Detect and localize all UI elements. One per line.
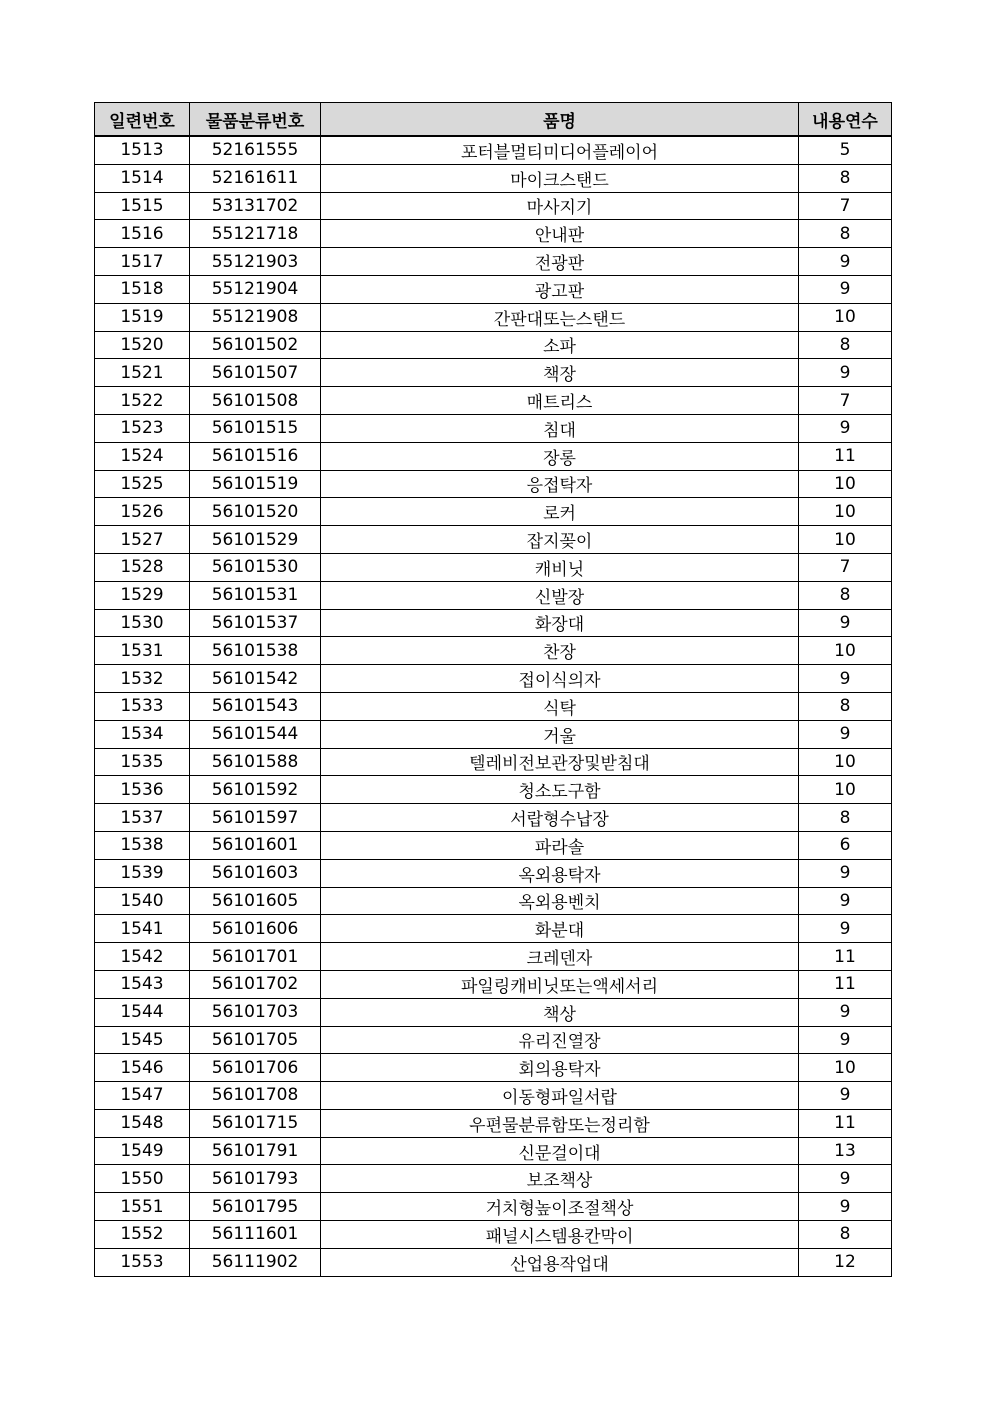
cell-item-classification-number: 56101515 [190, 414, 321, 442]
cell-item-name: 신문걸이대 [321, 1137, 799, 1165]
cell-serial-number: 1522 [95, 387, 190, 415]
cell-useful-life-years: 7 [799, 553, 892, 581]
cell-item-classification-number: 56101702 [190, 970, 321, 998]
cell-item-name: 식탁 [321, 692, 799, 720]
header-item-name: 품명 [321, 103, 799, 137]
table-row [95, 220, 892, 248]
cell-item-classification-number: 56101592 [190, 776, 321, 804]
cell-item-classification-number: 53131702 [190, 192, 321, 220]
cell-item-name: 화분대 [321, 915, 799, 943]
cell-serial-number: 1546 [95, 1054, 190, 1082]
cell-item-name: 청소도구함 [321, 776, 799, 804]
cell-useful-life-years: 11 [799, 442, 892, 470]
cell-item-name: 신발장 [321, 581, 799, 609]
cell-item-name: 서랍형수납장 [321, 804, 799, 832]
cell-item-classification-number: 56101603 [190, 859, 321, 887]
cell-useful-life-years: 10 [799, 303, 892, 331]
cell-useful-life-years: 10 [799, 1054, 892, 1082]
cell-serial-number: 1533 [95, 692, 190, 720]
cell-serial-number: 1515 [95, 192, 190, 220]
cell-item-name: 거울 [321, 720, 799, 748]
cell-serial-number: 1544 [95, 998, 190, 1026]
cell-useful-life-years: 10 [799, 498, 892, 526]
cell-useful-life-years: 8 [799, 804, 892, 832]
cell-item-classification-number: 56101597 [190, 804, 321, 832]
cell-serial-number: 1519 [95, 303, 190, 331]
cell-serial-number: 1534 [95, 720, 190, 748]
cell-useful-life-years: 7 [799, 387, 892, 415]
cell-item-classification-number: 56101537 [190, 609, 321, 637]
cell-useful-life-years: 9 [799, 359, 892, 387]
cell-serial-number: 1526 [95, 498, 190, 526]
cell-item-name: 파라솔 [321, 831, 799, 859]
cell-item-classification-number: 56111902 [190, 1248, 321, 1276]
cell-useful-life-years: 9 [799, 887, 892, 915]
cell-serial-number: 1545 [95, 1026, 190, 1054]
table-row [95, 1165, 892, 1193]
cell-serial-number: 1539 [95, 859, 190, 887]
cell-item-classification-number: 56101543 [190, 692, 321, 720]
cell-item-classification-number: 56101516 [190, 442, 321, 470]
cell-serial-number: 1518 [95, 275, 190, 303]
table-row [95, 1054, 892, 1082]
cell-serial-number: 1523 [95, 414, 190, 442]
table-row [95, 1193, 892, 1221]
table-row [95, 303, 892, 331]
cell-useful-life-years: 11 [799, 1109, 892, 1137]
cell-item-name: 책상 [321, 998, 799, 1026]
cell-item-name: 응접탁자 [321, 470, 799, 498]
table-row [95, 248, 892, 276]
cell-item-name: 크레덴자 [321, 943, 799, 971]
cell-serial-number: 1550 [95, 1165, 190, 1193]
cell-item-name: 잡지꽂이 [321, 526, 799, 554]
cell-serial-number: 1528 [95, 553, 190, 581]
cell-item-classification-number: 56101502 [190, 331, 321, 359]
cell-item-classification-number: 56101793 [190, 1165, 321, 1193]
cell-item-name: 책장 [321, 359, 799, 387]
cell-serial-number: 1535 [95, 748, 190, 776]
cell-useful-life-years: 8 [799, 331, 892, 359]
cell-item-classification-number: 56101520 [190, 498, 321, 526]
table-row [95, 1221, 892, 1249]
table-row [95, 1026, 892, 1054]
cell-serial-number: 1537 [95, 804, 190, 832]
cell-item-classification-number: 56101701 [190, 943, 321, 971]
cell-useful-life-years: 9 [799, 1165, 892, 1193]
cell-item-classification-number: 56111601 [190, 1221, 321, 1249]
cell-useful-life-years: 10 [799, 637, 892, 665]
cell-item-name: 마이크스탠드 [321, 164, 799, 192]
cell-item-name: 파일링캐비닛또는액세서리 [321, 970, 799, 998]
cell-item-name: 패널시스템용칸막이 [321, 1221, 799, 1249]
cell-useful-life-years: 7 [799, 192, 892, 220]
cell-item-classification-number: 52161611 [190, 164, 321, 192]
cell-useful-life-years: 8 [799, 164, 892, 192]
cell-useful-life-years: 11 [799, 943, 892, 971]
cell-item-classification-number: 55121903 [190, 248, 321, 276]
table-row [95, 498, 892, 526]
cell-useful-life-years: 5 [799, 136, 892, 164]
cell-item-name: 텔레비전보관장및받침대 [321, 748, 799, 776]
table-row [95, 915, 892, 943]
table-row [95, 1137, 892, 1165]
header-item-classification-number: 물품분류번호 [190, 103, 321, 137]
cell-useful-life-years: 9 [799, 665, 892, 693]
table-row [95, 414, 892, 442]
cell-item-classification-number: 56101715 [190, 1109, 321, 1137]
cell-item-classification-number: 56101606 [190, 915, 321, 943]
cell-serial-number: 1514 [95, 164, 190, 192]
cell-item-classification-number: 52161555 [190, 136, 321, 164]
table-row [95, 275, 892, 303]
cell-serial-number: 1520 [95, 331, 190, 359]
cell-useful-life-years: 9 [799, 248, 892, 276]
cell-useful-life-years: 11 [799, 970, 892, 998]
cell-serial-number: 1549 [95, 1137, 190, 1165]
table-row [95, 887, 892, 915]
cell-serial-number: 1552 [95, 1221, 190, 1249]
cell-item-name: 거치형높이조절책상 [321, 1193, 799, 1221]
table-row [95, 192, 892, 220]
cell-useful-life-years: 10 [799, 470, 892, 498]
cell-serial-number: 1530 [95, 609, 190, 637]
cell-item-name: 회의용탁자 [321, 1054, 799, 1082]
cell-item-name: 접이식의자 [321, 665, 799, 693]
table-row [95, 526, 892, 554]
cell-item-classification-number: 56101791 [190, 1137, 321, 1165]
table-row [95, 359, 892, 387]
table-row [95, 970, 892, 998]
cell-serial-number: 1548 [95, 1109, 190, 1137]
table-row [95, 1248, 892, 1276]
table-row [95, 637, 892, 665]
table-body [95, 136, 892, 1276]
cell-item-name: 장롱 [321, 442, 799, 470]
table-row [95, 692, 892, 720]
cell-item-name: 로커 [321, 498, 799, 526]
cell-serial-number: 1529 [95, 581, 190, 609]
cell-item-classification-number: 56101519 [190, 470, 321, 498]
cell-item-classification-number: 55121718 [190, 220, 321, 248]
cell-useful-life-years: 9 [799, 1026, 892, 1054]
cell-item-classification-number: 56101588 [190, 748, 321, 776]
cell-useful-life-years: 8 [799, 220, 892, 248]
cell-item-name: 매트리스 [321, 387, 799, 415]
table-row [95, 442, 892, 470]
cell-item-classification-number: 56101601 [190, 831, 321, 859]
table-row [95, 804, 892, 832]
cell-item-name: 유리진열장 [321, 1026, 799, 1054]
table-row [95, 665, 892, 693]
cell-item-name: 이동형파일서랍 [321, 1082, 799, 1110]
cell-useful-life-years: 12 [799, 1248, 892, 1276]
cell-item-name: 화장대 [321, 609, 799, 637]
table-row [95, 831, 892, 859]
cell-item-classification-number: 56101605 [190, 887, 321, 915]
header-useful-life-years: 내용연수 [799, 103, 892, 137]
cell-item-name: 우편물분류함또는정리함 [321, 1109, 799, 1137]
cell-serial-number: 1543 [95, 970, 190, 998]
cell-serial-number: 1547 [95, 1082, 190, 1110]
table-row [95, 387, 892, 415]
cell-useful-life-years: 10 [799, 776, 892, 804]
cell-useful-life-years: 9 [799, 859, 892, 887]
table-row [95, 331, 892, 359]
cell-serial-number: 1516 [95, 220, 190, 248]
cell-item-name: 옥외용탁자 [321, 859, 799, 887]
header-serial-number: 일련번호 [95, 103, 190, 137]
cell-item-classification-number: 56101529 [190, 526, 321, 554]
cell-item-classification-number: 56101538 [190, 637, 321, 665]
table-row [95, 1109, 892, 1137]
cell-serial-number: 1536 [95, 776, 190, 804]
table-row [95, 776, 892, 804]
cell-serial-number: 1513 [95, 136, 190, 164]
cell-useful-life-years: 10 [799, 526, 892, 554]
cell-useful-life-years: 10 [799, 748, 892, 776]
cell-item-name: 캐비닛 [321, 553, 799, 581]
cell-item-name: 안내판 [321, 220, 799, 248]
cell-item-classification-number: 56101530 [190, 553, 321, 581]
cell-serial-number: 1542 [95, 943, 190, 971]
cell-item-classification-number: 56101544 [190, 720, 321, 748]
cell-item-classification-number: 56101542 [190, 665, 321, 693]
cell-useful-life-years: 9 [799, 998, 892, 1026]
cell-serial-number: 1531 [95, 637, 190, 665]
cell-item-classification-number: 56101705 [190, 1026, 321, 1054]
cell-useful-life-years: 9 [799, 1193, 892, 1221]
cell-serial-number: 1517 [95, 248, 190, 276]
cell-serial-number: 1521 [95, 359, 190, 387]
cell-item-classification-number: 56101507 [190, 359, 321, 387]
useful-life-table [94, 102, 892, 1277]
cell-item-name: 간판대또는스탠드 [321, 303, 799, 331]
cell-serial-number: 1540 [95, 887, 190, 915]
table-row [95, 748, 892, 776]
cell-item-name: 포터블멀티미디어플레이어 [321, 136, 799, 164]
cell-item-classification-number: 56101708 [190, 1082, 321, 1110]
cell-serial-number: 1525 [95, 470, 190, 498]
cell-serial-number: 1551 [95, 1193, 190, 1221]
cell-useful-life-years: 8 [799, 692, 892, 720]
cell-item-name: 침대 [321, 414, 799, 442]
cell-item-classification-number: 55121908 [190, 303, 321, 331]
table-row [95, 1082, 892, 1110]
cell-useful-life-years: 9 [799, 609, 892, 637]
cell-useful-life-years: 9 [799, 1082, 892, 1110]
cell-serial-number: 1527 [95, 526, 190, 554]
cell-useful-life-years: 8 [799, 581, 892, 609]
table-row [95, 859, 892, 887]
cell-item-name: 전광판 [321, 248, 799, 276]
cell-item-name: 마사지기 [321, 192, 799, 220]
cell-serial-number: 1538 [95, 831, 190, 859]
cell-item-name: 보조책상 [321, 1165, 799, 1193]
cell-item-classification-number: 56101795 [190, 1193, 321, 1221]
table-row [95, 581, 892, 609]
cell-useful-life-years: 8 [799, 1221, 892, 1249]
cell-useful-life-years: 9 [799, 720, 892, 748]
table-row [95, 998, 892, 1026]
table-row [95, 609, 892, 637]
table-row [95, 164, 892, 192]
header-row [95, 103, 892, 137]
cell-item-name: 산업용작업대 [321, 1248, 799, 1276]
cell-item-classification-number: 56101706 [190, 1054, 321, 1082]
cell-useful-life-years: 6 [799, 831, 892, 859]
cell-useful-life-years: 9 [799, 275, 892, 303]
cell-item-name: 광고판 [321, 275, 799, 303]
cell-item-classification-number: 56101703 [190, 998, 321, 1026]
table-row [95, 943, 892, 971]
cell-item-classification-number: 56101531 [190, 581, 321, 609]
cell-item-name: 소파 [321, 331, 799, 359]
table-header [95, 103, 892, 137]
table-row [95, 470, 892, 498]
cell-useful-life-years: 9 [799, 915, 892, 943]
table-row [95, 136, 892, 164]
cell-serial-number: 1553 [95, 1248, 190, 1276]
table-row [95, 553, 892, 581]
cell-item-classification-number: 56101508 [190, 387, 321, 415]
cell-serial-number: 1541 [95, 915, 190, 943]
cell-item-classification-number: 55121904 [190, 275, 321, 303]
cell-serial-number: 1524 [95, 442, 190, 470]
cell-serial-number: 1532 [95, 665, 190, 693]
table-row [95, 720, 892, 748]
cell-useful-life-years: 13 [799, 1137, 892, 1165]
cell-item-name: 옥외용벤치 [321, 887, 799, 915]
cell-useful-life-years: 9 [799, 414, 892, 442]
cell-item-name: 찬장 [321, 637, 799, 665]
